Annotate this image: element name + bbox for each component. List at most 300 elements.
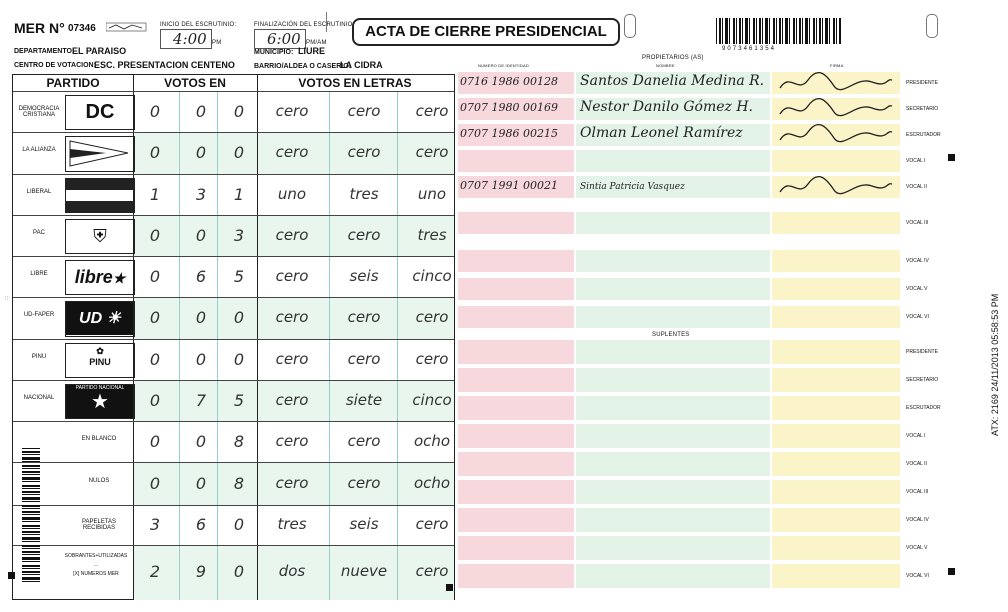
column-divider: [179, 381, 180, 422]
vote-digit: 8: [233, 473, 245, 493]
vote-word: cero: [275, 473, 309, 492]
role-label: VOCAL III: [906, 489, 929, 495]
barcode-bar: [22, 471, 40, 473]
vote-digit: 0: [195, 349, 207, 369]
head-divider: [257, 75, 258, 91]
table-row: [13, 545, 454, 600]
party-name: PAPELETAS RECIBIDAS: [81, 519, 117, 531]
vote-word: tres: [277, 515, 307, 533]
vote-word: cero: [415, 101, 449, 120]
barcode-bar: [785, 18, 788, 44]
column-divider: [133, 506, 134, 546]
role-label: VOCAL II: [906, 461, 927, 467]
vote-word: seis: [349, 266, 379, 285]
barcode-bar: [759, 18, 761, 44]
vote-digit: 0: [195, 101, 207, 121]
vote-word: cero: [415, 143, 449, 161]
vote-digit: 1: [149, 184, 161, 204]
vote-digit: 0: [149, 101, 161, 121]
role-label: VOCAL III: [906, 220, 929, 226]
col-identidad: NUMERO DE IDENTIDAD: [478, 63, 529, 68]
barcode-bar: [22, 577, 40, 580]
barcode-bar: [769, 18, 770, 44]
barrio-label: BARRIO/ALDEA O CASERIO:: [254, 63, 351, 70]
inicio-value: 4:00: [173, 30, 207, 48]
barcode-bar: [22, 465, 40, 467]
barcode-bar: [796, 18, 797, 44]
party-logo: PARTIDO NACIONAL ★: [65, 384, 135, 419]
barcode-bar: [805, 18, 808, 44]
column-divider: [179, 92, 180, 133]
vote-digit: 3: [149, 515, 161, 534]
vote-digit: 5: [233, 390, 245, 410]
barcode-bar: [729, 18, 730, 44]
barcode-bar: [779, 18, 781, 44]
table-row: [13, 256, 454, 298]
signature-scribble: [776, 174, 896, 200]
party-name: LA ALIANZA: [22, 147, 56, 153]
signature-scribble: [776, 70, 896, 96]
barcode-bar: [22, 531, 40, 533]
party-name: PAC: [33, 229, 45, 236]
name-field: [576, 564, 770, 588]
barcode-bar: [22, 488, 40, 489]
suplentes-header: SUPLENTES: [652, 332, 690, 338]
mer-number: 07346: [68, 23, 96, 34]
identity-number: 0716 1986 00128: [460, 75, 558, 88]
signature-field: [772, 340, 900, 364]
identity-number: 0707 1991 00021: [460, 179, 558, 192]
barcode-bar: [782, 18, 783, 44]
final-value: 6:00: [267, 30, 301, 48]
vote-word: cero: [275, 101, 309, 120]
timestamp-stamp: ATX: 2169 24/11/2013 05:58:53 PM: [990, 293, 1000, 436]
registration-mark: [948, 568, 955, 575]
party-logo: [65, 178, 135, 213]
signature-field: [772, 424, 900, 448]
top-barcode: [716, 18, 842, 44]
party-name: DEMOCRACIA CRISTIANA: [18, 105, 60, 118]
col-letras: VOTOS EN LETRAS: [298, 76, 412, 90]
signature-scribble: [776, 122, 896, 148]
barcode-bar: [22, 461, 40, 462]
vote-digit: 6: [195, 266, 207, 286]
name-field: [576, 508, 770, 532]
barcode-bar: [739, 18, 741, 44]
final-label: FINALIZACIÓN DEL ESCRUTINIO:: [254, 22, 355, 28]
final-unit: PM/AM: [306, 40, 327, 46]
column-divider: [133, 92, 134, 133]
barcode-bar: [22, 554, 40, 555]
barcode-bar: [816, 18, 817, 44]
col-numeros: VOTOS EN: [164, 76, 226, 90]
barcode-bar: [22, 448, 40, 449]
vote-digit: 0: [233, 349, 245, 369]
vote-digit: 0: [149, 266, 161, 286]
barcode-bar: [22, 474, 40, 475]
name-field: [576, 340, 770, 364]
vote-word: cero: [347, 101, 381, 120]
municipio-label: MUNICIPIO:: [254, 49, 294, 56]
barcode-bar: [22, 571, 40, 573]
vote-digit: 9: [195, 562, 207, 581]
barcode-bar: [22, 581, 40, 582]
centro-value: ESC. PRESENTACION CENTENO: [94, 60, 235, 70]
nacional-logo-text: PARTIDO NACIONAL: [75, 385, 125, 391]
barcode-bar: [742, 18, 743, 44]
vote-digit: 7: [195, 390, 207, 410]
barcode-bar: [833, 18, 835, 44]
party-name: LIBERAL: [26, 188, 52, 195]
barcode-bar: [793, 18, 795, 44]
vote-word: seis: [349, 515, 379, 533]
vote-word: cero: [347, 349, 381, 368]
role-label: PRESIDENTE: [906, 349, 938, 355]
party-name: NACIONAL: [23, 394, 55, 401]
name-field: [576, 250, 770, 272]
vote-digit: 0: [233, 308, 245, 327]
barcode-bar: [819, 18, 821, 44]
identity-number: 0707 1980 00169: [460, 101, 558, 114]
party-logo: [65, 136, 135, 172]
column-divider: [179, 298, 180, 340]
registration-mark: [948, 154, 955, 161]
id-field: [458, 508, 574, 532]
vote-digit: 3: [233, 225, 245, 245]
row-footnote: [61, 552, 131, 579]
barcode-bar: [725, 18, 728, 44]
vote-digit: 0: [195, 308, 207, 327]
id-field: [458, 368, 574, 392]
table-row: [13, 215, 454, 257]
party-logo: ⛨: [65, 219, 135, 254]
vote-digit: 0: [149, 225, 161, 245]
barcode-bar: [839, 18, 841, 44]
vote-digit: 0: [195, 143, 207, 162]
barcode-bar: [799, 18, 801, 44]
member-name: Sintia Patricia Vasquez: [580, 182, 685, 192]
party-name: PINU: [31, 353, 47, 360]
vote-word: ocho: [413, 473, 451, 492]
party-logo: ✿ PINU: [65, 343, 135, 378]
name-field: [576, 452, 770, 476]
row-footnote-line: [X] NUMEROS MER: [73, 571, 119, 577]
barcode-bar: [22, 468, 40, 469]
id-field: [458, 396, 574, 420]
column-divider: [133, 257, 134, 298]
corner-mark: [318, 12, 327, 32]
col-firma: FIRMA: [830, 63, 844, 68]
role-label: VOCAL V: [906, 545, 928, 551]
name-field: [576, 480, 770, 504]
member-name: Santos Danelia Medina R.: [580, 73, 765, 89]
barcode-bar: [745, 18, 748, 44]
signature-field: [772, 150, 900, 172]
vote-word: uno: [417, 184, 447, 203]
barcode-bar: [22, 537, 40, 540]
table-row: [13, 297, 454, 340]
role-label: ESCRUTADOR: [906, 405, 941, 411]
name-field: [576, 212, 770, 234]
member-name: Nestor Danilo Gómez H.: [580, 99, 753, 115]
table-row: [13, 505, 454, 546]
vote-digit: 2: [149, 562, 161, 581]
barcode-bar: [776, 18, 777, 44]
role-label: VOCAL VI: [906, 314, 929, 320]
barcode-bar: [22, 541, 40, 542]
barcode-bar: [765, 18, 768, 44]
name-field: [576, 306, 770, 328]
column-divider: [133, 175, 134, 216]
id-field: [458, 452, 574, 476]
signature-field: [772, 368, 900, 392]
barcode-bar: [22, 534, 40, 535]
column-divider: [133, 216, 134, 257]
name-field: [576, 536, 770, 560]
vote-word: cero: [275, 225, 309, 244]
table-row: [13, 380, 454, 422]
vote-word: cero: [275, 308, 309, 326]
head-divider: [133, 75, 134, 91]
id-field: [458, 150, 574, 172]
barcode-bar: [802, 18, 803, 44]
role-label: VOCAL V: [906, 286, 928, 292]
party-logo: DC: [65, 95, 135, 130]
vote-digit: 5: [233, 266, 245, 286]
left-barcode: [22, 448, 48, 584]
barcode-bar: [716, 18, 717, 44]
role-label: VOCAL IV: [906, 517, 929, 523]
barcode-bar: [829, 18, 830, 44]
party-logo: libre★: [65, 260, 135, 295]
votes-table: [12, 74, 455, 600]
name-field: [576, 396, 770, 420]
barcode-bar: [22, 548, 40, 549]
party-name: NULOS: [88, 477, 110, 484]
vote-word: ocho: [413, 431, 451, 450]
vote-digit: 0: [149, 473, 161, 493]
role-label: VOCAL I: [906, 433, 926, 439]
barcode-bar: [722, 18, 723, 44]
barcode-bar: [22, 505, 40, 507]
party-name: EN BLANCO: [81, 435, 117, 442]
member-name: Olman Leonel Ramírez: [580, 125, 743, 141]
table-row: [13, 91, 454, 133]
role-label: PRESIDENTE: [906, 80, 938, 86]
vote-digit: 0: [233, 143, 245, 162]
party-logo: UD ☀: [65, 301, 135, 337]
column-divider: [179, 546, 180, 600]
column-divider: [133, 340, 134, 381]
barcode-bar: [22, 521, 40, 522]
vote-word: cero: [347, 473, 381, 492]
vote-word: cero: [347, 431, 381, 450]
vote-word: cero: [275, 390, 309, 409]
id-field: [458, 212, 574, 234]
barcode-bar: [22, 451, 40, 453]
row-footnote-line: SOBRANTES+UTILIZADAS: [64, 553, 128, 559]
vote-digit: 0: [233, 515, 245, 534]
column-divider: [133, 298, 134, 340]
id-field: [458, 480, 574, 504]
column-divider: [179, 257, 180, 298]
document-title: ACTA DE CIERRE PRESIDENCIAL: [352, 18, 620, 46]
name-field: [576, 368, 770, 392]
name-field: [576, 150, 770, 172]
barcode-bar: [22, 501, 40, 502]
side-print-text: :::: [4, 295, 10, 300]
propietarios-header: PROPIETARIOS (AS): [642, 55, 704, 61]
barcode-bar: [733, 18, 735, 44]
vote-word: cinco: [412, 390, 452, 409]
corner-mark-right: [624, 14, 636, 38]
barcode-bar: [22, 491, 40, 493]
signature-scribble: [776, 96, 896, 122]
barcode-bar: [762, 18, 763, 44]
vote-word: cero: [347, 143, 381, 161]
barcode-bar: [809, 18, 810, 44]
vote-word: cero: [415, 515, 449, 533]
barcode-bar: [22, 517, 40, 520]
col-partido: PARTIDO: [46, 76, 100, 90]
barcode-bar: [22, 497, 40, 500]
registration-mark: [446, 584, 453, 591]
vote-word: nueve: [340, 562, 388, 580]
column-divider: [133, 546, 134, 600]
vote-digit: 0: [195, 431, 207, 451]
identity-number: 0707 1986 00215: [460, 127, 558, 140]
vote-digit: 3: [195, 184, 207, 204]
name-field: [576, 278, 770, 300]
barcode-bar: [789, 18, 790, 44]
column-divider: [179, 216, 180, 257]
name-field: [576, 424, 770, 448]
vote-word: cero: [347, 308, 381, 326]
vote-digit: 0: [149, 431, 161, 451]
id-field: [458, 278, 574, 300]
signature-field: [772, 396, 900, 420]
barcode-bar: [22, 485, 40, 487]
centro-label: CENTRO DE VOTACION:: [14, 62, 96, 69]
signature-field: [772, 212, 900, 234]
barcode-bar: [22, 454, 40, 455]
barcode-bar: [22, 525, 40, 527]
barcode-bar: [22, 545, 40, 547]
vote-digit: 0: [233, 101, 245, 121]
column-divider: [179, 463, 180, 506]
signature-field: [772, 508, 900, 532]
signature-field: [772, 250, 900, 272]
role-label: ESCRUTADOR: [906, 132, 941, 138]
role-label: VOCAL I: [906, 158, 926, 164]
vote-digit: 1: [233, 184, 245, 204]
role-label: VOCAL II: [906, 184, 927, 190]
vote-digit: 0: [149, 143, 161, 162]
barcode-bar: [22, 551, 40, 553]
departamento-value: EL PARAISO: [72, 46, 127, 56]
vote-word: dos: [278, 562, 306, 580]
role-label: SECRETARIO: [906, 106, 939, 112]
barcode-bar: [753, 18, 755, 44]
vote-word: cero: [415, 308, 449, 326]
printed-logo: [106, 20, 148, 34]
barcode-bar: [22, 561, 40, 562]
barcode-bar: [836, 18, 837, 44]
inicio-unit: PM: [212, 40, 222, 46]
column-divider: [179, 175, 180, 216]
vote-digit: 0: [149, 349, 161, 369]
barrio-value: LA CIDRA: [340, 60, 383, 70]
vote-digit: 0: [195, 473, 207, 493]
id-field: [458, 306, 574, 328]
id-field: [458, 536, 574, 560]
col-nombre: NOMBRE: [656, 63, 675, 68]
column-divider: [133, 381, 134, 422]
barcode-bar: [22, 477, 40, 480]
vote-word: cero: [275, 431, 309, 450]
column-divider: [179, 422, 180, 463]
vote-digit: 0: [149, 308, 161, 327]
vote-digit: 0: [149, 390, 161, 410]
municipio-value: LIURE: [298, 46, 325, 56]
barcode-bar: [756, 18, 757, 44]
barcode-bar: [22, 528, 40, 529]
id-field: [458, 564, 574, 588]
row-footnote-line: ...: [93, 562, 99, 568]
mer-label: MER N°: [14, 20, 65, 36]
table-row: [13, 339, 454, 381]
inicio-field: [160, 29, 212, 49]
vote-word: cero: [347, 225, 381, 244]
column-divider: [133, 422, 134, 463]
signature-field: [772, 306, 900, 328]
signature-field: [772, 452, 900, 476]
barcode-bar: [773, 18, 775, 44]
barcode-bar: [22, 514, 40, 515]
vote-digit: 0: [195, 225, 207, 245]
vote-digit: 6: [195, 515, 207, 534]
vote-digit: 8: [233, 431, 245, 451]
barcode-bar: [22, 565, 40, 567]
barcode-bar: [22, 508, 40, 509]
vote-digit: 0: [233, 562, 245, 581]
party-name: LIBRE: [30, 270, 48, 277]
signature-field: [772, 564, 900, 588]
table-row: [13, 174, 454, 216]
barcode-bar: [22, 481, 40, 482]
vote-word: cero: [415, 349, 449, 368]
vote-word: cero: [275, 266, 309, 285]
barcode-bar: [736, 18, 737, 44]
inicio-label: INICIO DEL ESCRUTINIO:: [160, 22, 237, 28]
id-field: [458, 250, 574, 272]
column-divider: [179, 133, 180, 175]
signature-field: [772, 480, 900, 504]
vote-word: tres: [417, 225, 447, 244]
barcode-bar: [22, 457, 40, 460]
table-row: [13, 132, 454, 175]
signature-field: [772, 536, 900, 560]
barcode-bar: [719, 18, 721, 44]
barcode-bar: [22, 574, 40, 575]
column-divider: [179, 506, 180, 546]
barcode-bar: [813, 18, 815, 44]
column-divider: [133, 463, 134, 506]
signature-field: [772, 278, 900, 300]
id-field: [458, 340, 574, 364]
vote-word: siete: [345, 390, 383, 409]
vote-word: cero: [275, 143, 309, 161]
